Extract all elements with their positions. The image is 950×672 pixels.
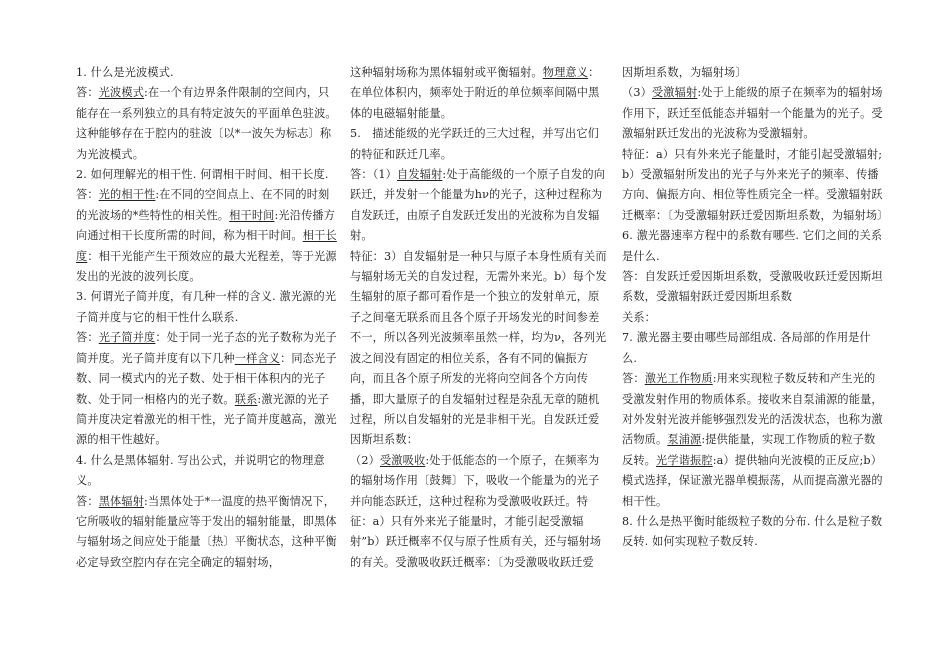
term-photon-degeneracy: 光子简并度 (98, 331, 156, 345)
term-coherence: 光的相干性 (98, 188, 156, 202)
absorption-cont: 因斯坦系数，为辐射场〕 (622, 66, 747, 79)
term-optical-resonator: 光学谐振腔 (656, 453, 713, 467)
text-column-2 (350, 63, 608, 573)
answer-4: 答：黑体辐射:当黑体处于*一温度的热平衡情况下，它所吸收的辐射能量应等于发出的辐射能量，即黑体与辐射场之间应处于能量〔热〕平衡状态，这种平衡必定导致空腔内存在完全确定的辐射场， (76, 494, 337, 569)
relation-label: 关系： (622, 310, 657, 324)
question-1: 1. 什么是光波模式. (76, 66, 174, 79)
term-coherence-time: 相干时间 (229, 208, 275, 222)
term-same-meaning: 一样含义 (234, 351, 281, 365)
term-pump-source: 泵浦源 (667, 433, 702, 447)
question-8: 8. 什么是热平衡时能级粒子数的分布. 什么是粒子数反转. 如何实现粒子数反转. (622, 514, 883, 549)
answer-1: 答：光波模式:在一个有边界条件限制的空间内，只能存在一系列独立的具有特定波矢的平面单色驻波。这种能够存在于腔内的驻波〔以*一波矢为标志〕称为光波模式。 (76, 86, 337, 161)
answer-7: 答：激光工作物质:用来实现粒子数反转和产生光的受激发射作用的物质体系。接收来自泵浦源的能量，对外发射光波并能够强烈发光的活泼状态，也称为激活物质。泵浦源:提供能量，实现工作物质的粒子数反转。光学谐振腔:a）提供轴向光波模的正反应;b）模式选择，保证激光器单模振荡，从而提高激光器的相干性。 (622, 372, 883, 508)
question-4: 4. 什么是黑体辐射. 写出公式，并说明它的物理意义。 (76, 453, 325, 488)
question-2: 2. 如何理解光的相干性. 何谓相干时间、相干长度. (76, 168, 329, 182)
text-column-1 (76, 63, 338, 573)
term-light-mode: 光波模式 (98, 86, 145, 100)
term-gain-medium: 激光工作物质 (644, 372, 713, 386)
term-coherence-length: 相干长度 (76, 229, 337, 263)
answer-3: 答：光子简并度：处于同一光子态的光子数称为光子简并度。光子简并度有以下几种一样含义：同态光子数、同一模式内的光子数、处于相干体积内的光子数、处于同一相格内的光子数。联系:激光源的光子简并度决定着激光的相干性，光子简并度越高，激光源的相干性越好。 (76, 331, 337, 447)
question-5: 5. 描述能级的光学跃迁的三大过程，并写出它们的特征和跃迁几率。 (350, 127, 600, 161)
question-6: 6. 激光器速率方程中的系数有哪些. 它们之间的关系是什么. (622, 229, 883, 263)
question-3: 3. 何谓光子简并度，有几种一样的含义. 激光源的光子简并度与它的相干性什么联系. (76, 290, 337, 324)
term-stimulated-emission: 受激辐射 (651, 86, 698, 100)
term-physical-meaning: 物理意义 (542, 66, 589, 79)
spontaneous-features: 特征：3）自发辐射是一种只与原子本身性质有关而与辐射场无关的自发过程，无需外来光。b）每个发生辐射的原子都可看作是一个独立的发射单元，原子之间毫无联系而且各个原子开场发光的时间参差不一，所以各列光波频率虽然一样，均为ν，各列光波之间没有固定的相位关系，各有不同的偏振方向，而且各个原子所发的光将向空间各个方向传播，即大量原子的自发辐射过程是杂乱无章的随机过程，所以自发辐射的光是非相干光。自发跃迁爱因斯坦系数： (350, 249, 607, 447)
question-7: 7. 激光器主要由哪些局部组成. 各局部的作用是什么. (622, 331, 871, 365)
answer-6: 答：自发跃迁爱因斯坦系数，受激吸收跃迁爱因斯坦系数，受激辐射跃迁爱因斯坦系数 (622, 270, 883, 304)
text-column-3 (622, 63, 889, 553)
term-spontaneous-emission: 自发辐射 (397, 168, 443, 182)
answer-5-absorption: （2）受激吸收:处于低能态的一个原子，在频率为的辐射场作用〔鼓舞〕下，吸收一个能量为的光子并向能态跃迁，这种过程称为受激吸收跃迁。特征：a）只有外来光子能量时，才能引起受激辐射”b）跃迁概率不仅与原子性质有关，还与辐射场的有关。受激吸收跃迁概率：〔为受激吸收跃迁爱 (350, 453, 602, 569)
answer-2: 答：光的相干性:在不同的空间点上、在不同的时刻的光波场的*些特性的相关性。相干时间:光沿传播方向通过相干长度所需的时间，称为相干时间。相干长度：相干光能产生干预效应的最大光程差，等于光源发出的光波的波列长度。 (76, 188, 337, 284)
answer-5-stimulated: （3）受激辐射:处于上能级的原子在频率为的辐射场作用下，跃迁至低能态并辐射一个能量为的光子。受激辐射跃迁发出的光波称为受激辐射。 (622, 86, 883, 141)
stimulated-features: 特征：a）只有外来光子能量时，才能引起受激辐射;b）受激辐射所发出的光子与外来光子的频率、传播方向、偏振方向、相位等性质完全一样。受激辐射跃迁概率：〔为受激辐射跃迁爱因斯坦系数，为辐射场〕 (622, 147, 889, 222)
term-blackbody: 黑体辐射 (98, 494, 145, 508)
answer-5-spontaneous: 答：（1）自发辐射:处于高能级的一个原子自发的向跃迁，并发射一个能量为hν的光子，这种过程称为自发跃迁，由原子自发跃迁发出的光波称为自发辐射。 (350, 168, 606, 243)
term-relation: 联系 (234, 392, 258, 406)
answer-4-cont: 这种辐射场称为黑体辐射或平衡辐射。物理意义：在单位体积内，频率处于附近的单位频率间隔中黑体的电磁辐射能量。 (350, 66, 600, 120)
term-stimulated-absorption: 受激吸收 (379, 453, 426, 467)
